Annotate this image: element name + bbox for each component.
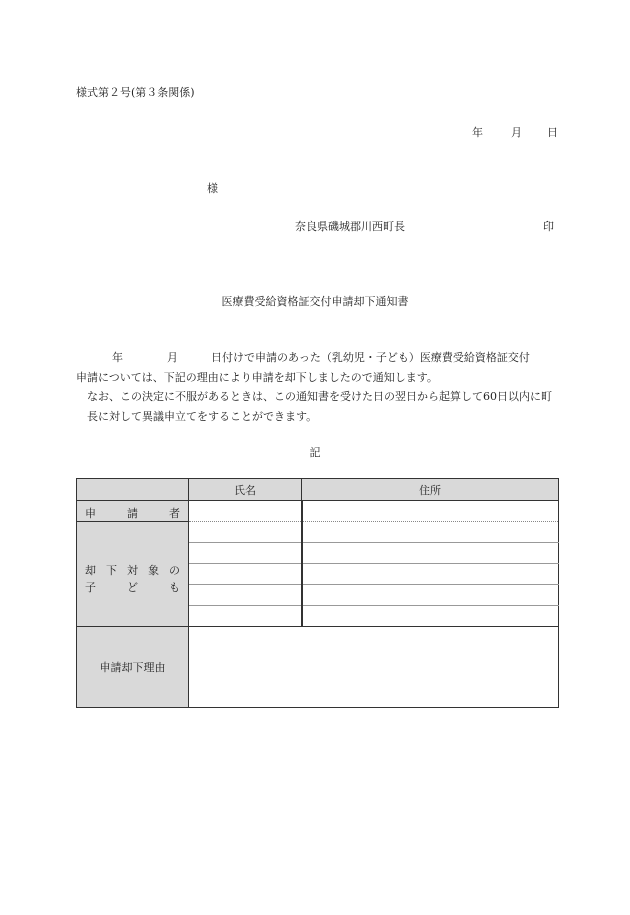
paragraph-2: なお、この決定に不服があるときは、この通知書を受けた日の翌日から起算して60日以内に町長に対して異議申立てをすることができます。 (87, 390, 552, 423)
child-name-cell[interactable] (189, 606, 302, 627)
ki-heading: 記 (309, 446, 321, 459)
child-address-cell[interactable] (302, 585, 559, 606)
body-month: 月 (167, 351, 178, 364)
body-text (76, 348, 558, 426)
reason-label: 申請却下理由 (77, 627, 189, 708)
date-day: 日 (547, 126, 558, 139)
paragraph-1-line-2: 申請については、下記の理由により申請を却下しましたので通知します。 (76, 370, 438, 384)
form-number: 様式第２号(第３条関係) (76, 86, 195, 99)
child-name-cell[interactable] (189, 543, 302, 564)
applicant-name-cell[interactable] (189, 501, 302, 522)
body-line-1-rest: 日付けで申請のあった（乳幼児・子ども）医療費受給資格証交付 (211, 351, 530, 364)
applicant-address-cell[interactable] (302, 501, 559, 522)
detail-table (76, 478, 559, 708)
table-header-name: 氏名 (189, 479, 302, 501)
date-line (472, 124, 558, 140)
child-label: 却 下 対 象 の 子 ど も (77, 522, 189, 627)
child-address-cell[interactable] (302, 522, 559, 543)
child-address-cell[interactable] (302, 543, 559, 564)
seal-mark: 印 (543, 220, 554, 233)
reason-body-cell[interactable] (189, 627, 559, 708)
issuer-name: 奈良県磯城郡川西町長 (295, 220, 405, 233)
child-address-cell[interactable] (302, 606, 559, 627)
child-address-cell[interactable] (302, 564, 559, 585)
recipient-honorific: 様 (207, 182, 218, 195)
date-month: 月 (511, 126, 522, 139)
table-header-address: 住所 (302, 479, 559, 501)
table-header-blank (77, 479, 189, 501)
child-name-cell[interactable] (189, 522, 302, 543)
child-name-cell[interactable] (189, 585, 302, 606)
date-year: 年 (472, 126, 483, 139)
document-title: 医療費受給資格証交付申請却下通知書 (221, 295, 409, 308)
paragraph-1-line-1 (76, 348, 558, 368)
child-name-cell[interactable] (189, 564, 302, 585)
body-year: 年 (112, 351, 123, 364)
applicant-label: 申 請 者 (77, 501, 189, 522)
